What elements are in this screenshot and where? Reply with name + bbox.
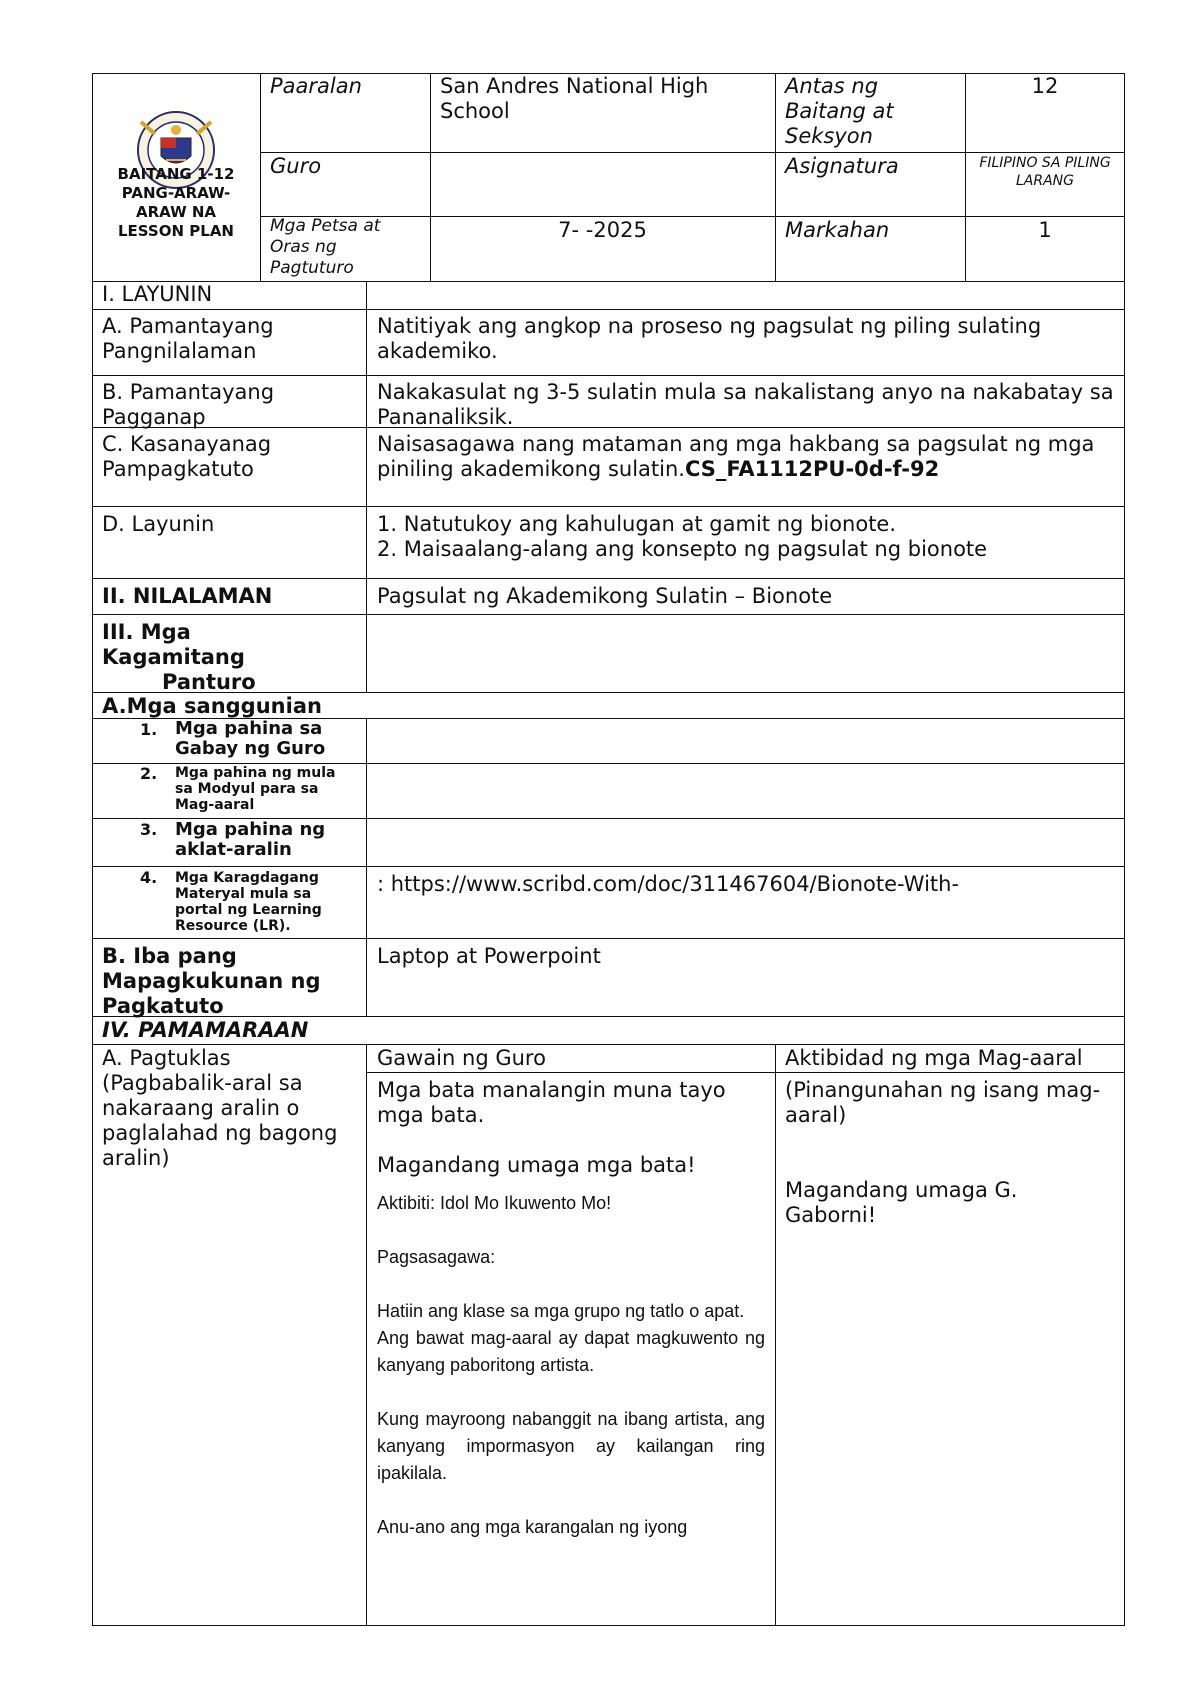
title-line: LESSON PLAN: [118, 222, 234, 240]
table-border: [366, 1072, 1125, 1073]
table-border: [92, 818, 1125, 819]
title-line: BAITANG 1-12: [117, 165, 235, 183]
modyul-label: Mga pahina ng mula sa Modyul para sa Mag-aaral: [175, 765, 336, 813]
table-border: [92, 763, 1125, 764]
aktibidad-magaaral-content: [775, 1072, 1125, 1234]
kagamitan-heading: [92, 614, 362, 701]
magaaral-greeting: Magandang umaga G. Gaborni!: [785, 1178, 1018, 1227]
table-border: [366, 1044, 367, 1625]
pagtuklas-label: A. Pagtuklas: [102, 1046, 231, 1070]
instruction-paragraph: Anu-ano ang mga karangalan ng iyong: [377, 1517, 688, 1537]
table-border: [92, 73, 93, 1625]
nilalaman-heading: II. NILALAMAN: [102, 584, 273, 608]
kasanayan-line1: Naisasagawa nang mataman ang mga hakbang sa pagsulat ng mga: [377, 432, 1095, 456]
layunin-item: 2. Maisaalang-alang ang konsepto ng pagsulat ng bionote: [377, 537, 988, 561]
asignatura-value: FILIPINO SA PILING LARANG: [979, 155, 1111, 189]
petsa-value: 7- -2025: [558, 218, 647, 242]
table-border: [260, 73, 261, 281]
table-border: [92, 938, 1125, 939]
magaaral-prayer-note: (Pinangunahan ng isang mag-aaral): [785, 1078, 1101, 1127]
table-border: [92, 614, 1125, 615]
antas-value: 12: [1031, 74, 1059, 98]
kasanayan-value: [367, 426, 1125, 488]
title-line: PANG-ARAW-: [121, 184, 231, 202]
table-border: [430, 73, 431, 281]
table-border: [92, 718, 1125, 719]
table-border: [92, 692, 1125, 693]
pamantayang-pangnilalaman-label: A. Pamantayang Pangnilalaman: [102, 314, 274, 363]
title-line: ARAW NA: [135, 203, 217, 221]
table-border: [92, 506, 1125, 507]
table-border: [92, 1016, 1125, 1017]
iba-pang-mapagkukunan-label: B. Iba pang Mapagkukunan ng Pagkatuto: [102, 944, 321, 1018]
item-number: 1.: [140, 720, 158, 739]
kagamitan-heading-line: Kagamitang: [102, 645, 245, 669]
pamantayang-pangnilalaman-value: Natitiyak ang angkop na proseso ng pagsulat ng piling sulating akademiko.: [377, 314, 1042, 363]
lesson-plan-title: [92, 165, 260, 241]
instruction-paragraph: Hatiin ang klase sa mga grupo ng tatlo o apat.: [377, 1301, 745, 1321]
table-border: [1124, 73, 1125, 1625]
item-number: 3.: [140, 820, 158, 839]
pamamaraan-heading: IV. PAMAMARAAN: [102, 1018, 309, 1042]
paaralan-value: San Andres National High School: [440, 74, 709, 123]
sanggunian-heading: A.Mga sanggunian: [102, 694, 322, 718]
kasanayan-line2: piniling akademikong sulatin.: [377, 457, 685, 481]
karagdagang-materyal-label: Mga Karagdagang Materyal mula sa portal ng Learning Resource (LR).: [175, 870, 322, 934]
item-number: 2.: [140, 764, 158, 783]
pagsasagawa-label: Pagsasagawa:: [377, 1247, 496, 1267]
table-border: [92, 281, 1125, 282]
gawain-guro-header: Gawain ng Guro: [377, 1046, 546, 1070]
guro-greeting: Magandang umaga mga bata!: [377, 1153, 696, 1177]
table-border: [92, 375, 1125, 376]
antas-label: Antas ng Baitang at Seksyon: [785, 74, 894, 148]
layunin-d-label: D. Layunin: [102, 512, 215, 536]
markahan-label: Markahan: [785, 218, 890, 242]
instruction-paragraph: Kung mayroong nabanggit na ibang artista, ang kanyang impormasyon ay kailangan ring ipakilala.: [377, 1409, 765, 1483]
petsa-label: Mga Petsa at Oras ng Pagtuturo: [270, 216, 381, 278]
table-border: [92, 309, 1125, 310]
instruction-paragraph: Ang bawat mag-aaral ay dapat magkuwento ng kanyang paboritong artista.: [377, 1328, 765, 1375]
pagtuklas-description: (Pagbabalik-aral sa nakaraang aralin o paglalahad ng bagong aralin): [102, 1071, 338, 1170]
table-border: [965, 73, 966, 281]
layunin-heading: I. LAYUNIN: [102, 282, 213, 306]
item-number: 4.: [140, 868, 158, 887]
table-border: [92, 1625, 1125, 1626]
paaralan-label: Paaralan: [270, 74, 362, 98]
table-border: [775, 1044, 776, 1625]
lr-portal-link[interactable]: : https://www.scribd.com/doc/311467604/Bionote-With-: [377, 872, 960, 896]
nilalaman-value: Pagsulat ng Akademikong Sulatin – Bionote: [377, 584, 833, 608]
table-border: [92, 73, 1125, 74]
aklat-aralin-label: Mga pahina ng aklat-aralin: [175, 819, 326, 860]
table-border: [775, 73, 776, 281]
guro-prayer-line: Mga bata manalangin muna tayo mga bata.: [377, 1078, 726, 1127]
guro-label: Guro: [270, 154, 322, 178]
table-border: [366, 281, 367, 693]
aklat-aralin-value: [367, 818, 1125, 830]
table-border: [92, 578, 1125, 579]
iba-pang-mapagkukunan-value: Laptop at Powerpoint: [377, 944, 601, 968]
table-border: [92, 866, 1125, 867]
markahan-value: 1: [1038, 218, 1052, 242]
table-border: [92, 1044, 1125, 1045]
kasanayan-label: C. Kasanayanag Pampagkatuto: [102, 432, 272, 481]
layunin-d-list: [367, 506, 1125, 568]
modyul-value: [367, 763, 1125, 775]
pamantayang-pagganap-label: B. Pamantayang Pagganap: [102, 380, 275, 429]
kagamitan-heading-line: Panturo: [162, 670, 256, 694]
asignatura-label: Asignatura: [785, 154, 899, 178]
table-border: [260, 216, 1125, 217]
table-border: [260, 152, 1125, 153]
gabay-guro-label: Mga pahina sa Gabay ng Guro: [175, 718, 326, 759]
aktibiti-title: Aktibiti: Idol Mo Ikuwento Mo!: [377, 1193, 612, 1213]
layunin-item: 1. Natutukoy ang kahulugan at gamit ng bionote.: [377, 512, 897, 536]
table-border: [92, 427, 1125, 428]
kagamitan-heading-line: III. Mga: [102, 620, 191, 644]
pagtuklas-cell: [92, 1044, 362, 1177]
gawain-guro-content: [367, 1072, 775, 1547]
pamantayang-pagganap-value: Nakakasulat ng 3-5 sulatin mula sa nakalistang anyo na nakabatay sa Pananaliksik.: [377, 380, 1114, 429]
guro-value: [430, 148, 775, 160]
aktibidad-magaaral-header: Aktibidad ng mga Mag-aaral: [785, 1046, 1083, 1070]
competency-code: CS_FA1112PU-0d-f-92: [684, 457, 940, 481]
